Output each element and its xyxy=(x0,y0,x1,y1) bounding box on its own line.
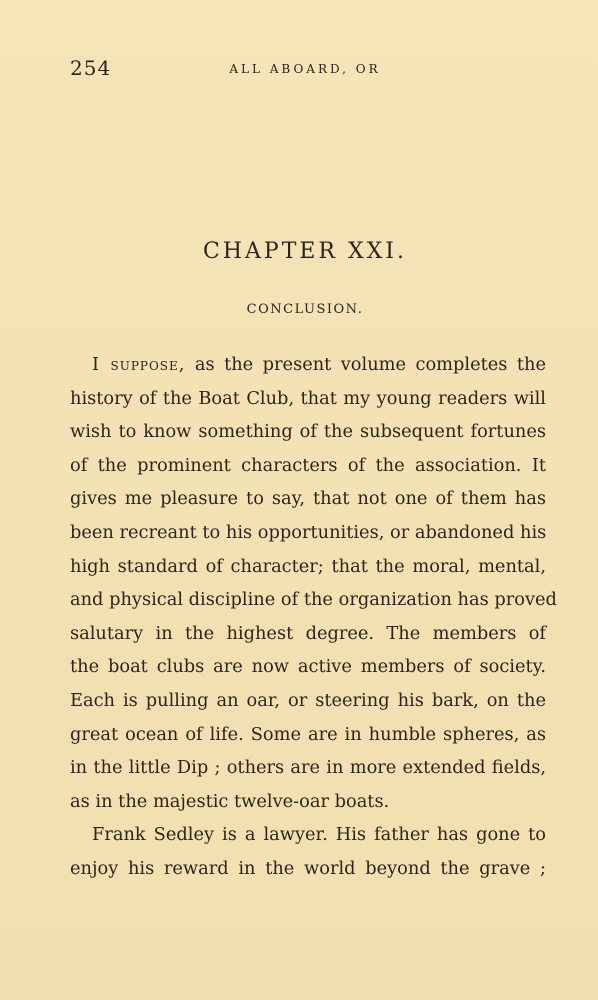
text-line: been recreant to his opportunities, or abandoned his xyxy=(70,521,547,543)
text-line: enjoy his reward in the world beyond the grave ; xyxy=(70,857,546,879)
text-line: of the prominent characters of the association. It xyxy=(70,454,546,476)
running-header xyxy=(70,56,540,86)
text-line: history of the Boat Club, that my young readers will xyxy=(70,387,546,409)
text-line: as in the majestic twelve-oar boats. xyxy=(70,790,390,812)
text-line: Each is pulling an oar, or steering his bark, on the xyxy=(70,689,546,711)
text-line: high standard of character; that the moral, mental, xyxy=(70,555,546,577)
running-title: ALL ABOARD, OR xyxy=(229,62,381,76)
chapter-title: CHAPTER XXI. xyxy=(202,239,407,264)
paragraph-2 xyxy=(70,818,546,885)
lead-in-smallcaps: I suppose, xyxy=(92,354,186,375)
text-line: wish to know something of the subsequent fortunes xyxy=(70,421,546,443)
chapter-subtitle: CONCLUSION. xyxy=(246,302,364,317)
paragraph-1 xyxy=(70,348,557,818)
text-line: gives me pleasure to say, that not one of them has xyxy=(70,488,546,510)
page-number: 254 xyxy=(70,56,112,80)
text-line: Frank Sedley is a lawyer. His father has gone to xyxy=(92,824,546,846)
text-line: and physical discipline of the organization has proved xyxy=(70,589,557,611)
text-line: the boat clubs are now active members of society. xyxy=(70,656,546,678)
text-line: in the little Dip ; others are in more extended fields, xyxy=(70,757,546,779)
text-line: great ocean of life. Some are in humble spheres, as xyxy=(70,723,546,745)
text-line: I suppose, as the present volume completes the xyxy=(92,354,546,375)
text-line: salutary in the highest degree. The members of xyxy=(70,622,546,644)
body-text xyxy=(70,348,557,886)
